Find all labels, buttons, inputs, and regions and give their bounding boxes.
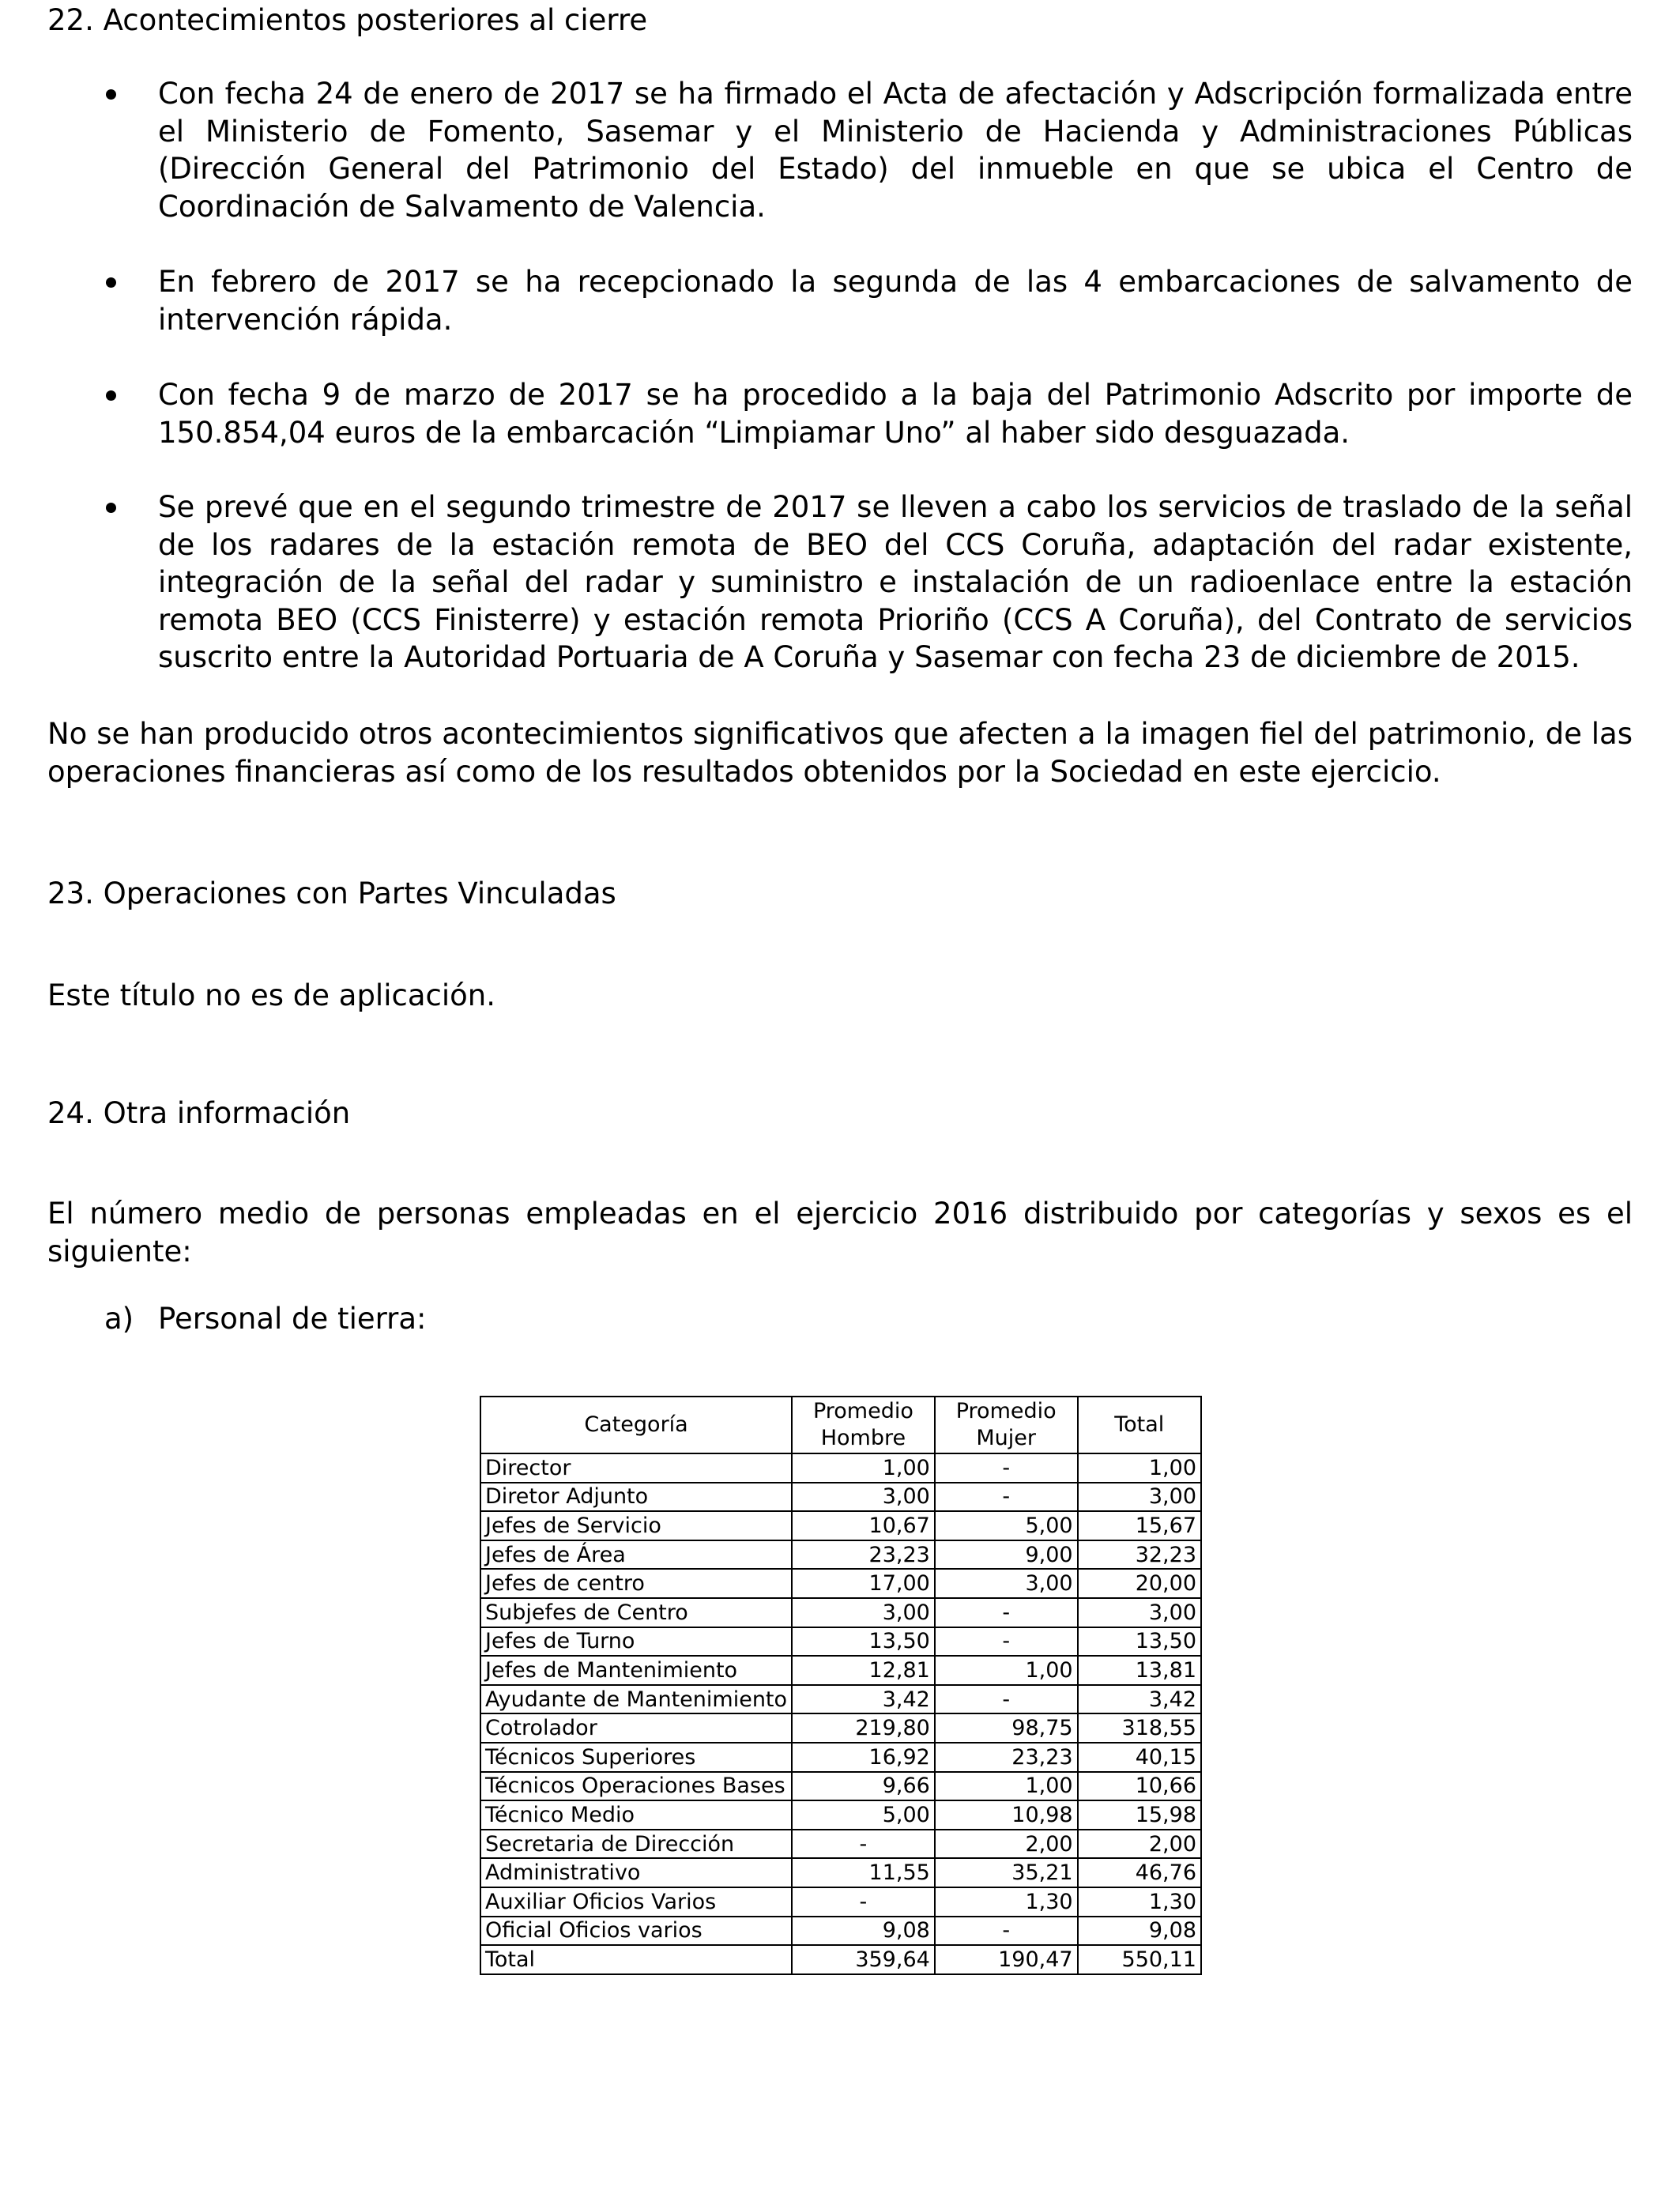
cell-women: -: [935, 1598, 1078, 1627]
cell-category: Jefes de Servicio: [480, 1511, 792, 1540]
cell-women: 1,00: [935, 1772, 1078, 1801]
table-total-row: [480, 1945, 1201, 1974]
cell-total: 1,30: [1078, 1887, 1201, 1917]
cell-total: 15,67: [1078, 1511, 1201, 1540]
table-row: [480, 1511, 1201, 1540]
table-body: [480, 1453, 1201, 1974]
cell-men: 23,23: [792, 1540, 935, 1570]
section-22-closing-paragraph: No se han producido otros acontecimientos significativos que afecten a la imagen fiel del patrimonio, de las operaciones financieras así como de los resultados obtenidos por la Sociedad en este ejercicio.: [47, 717, 1633, 789]
header-women-line1: Promedio: [955, 1399, 1057, 1423]
section-24-body: El número medio de personas empleadas en el ejercicio 2016 distribuido por categorías y sexos es el siguiente:: [47, 1197, 1633, 1269]
cell-women: -: [935, 1627, 1078, 1657]
cell-category: Oficial Oficios varios: [480, 1917, 792, 1946]
bullet-item: [158, 488, 1633, 677]
cell-women: 1,00: [935, 1656, 1078, 1685]
cell-men: -: [792, 1887, 935, 1917]
cell-men: -: [792, 1830, 935, 1859]
cell-total: 3,00: [1078, 1598, 1201, 1627]
cell-men: 10,67: [792, 1511, 935, 1540]
cell-men: 16,92: [792, 1743, 935, 1772]
cell-total: 2,00: [1078, 1830, 1201, 1859]
cell-total: 3,00: [1078, 1483, 1201, 1512]
cell-men: 17,00: [792, 1569, 935, 1598]
cell-women: -: [935, 1917, 1078, 1946]
table-row: [480, 1713, 1201, 1743]
cell-category: Técnicos Operaciones Bases: [480, 1772, 792, 1801]
header-men-line2: Hombre: [820, 1426, 906, 1450]
cell-category: Administrativo: [480, 1858, 792, 1887]
cell-women: -: [935, 1685, 1078, 1714]
cell-category: Subjefes de Centro: [480, 1598, 792, 1627]
table-row: [480, 1453, 1201, 1483]
section-23-title: 23. Operaciones con Partes Vinculadas: [47, 876, 616, 910]
cell-total: 13,50: [1078, 1627, 1201, 1657]
cell-category: Técnico Medio: [480, 1800, 792, 1830]
bullet-dot-icon: [106, 390, 116, 401]
bullet-text: Con fecha 24 de enero de 2017 se ha firmado el Acta de afectación y Adscripción formalizada entre el Ministerio de Fomento, Sasemar y el Ministerio de Hacienda y Administraciones Públicas (Dirección General del Patrimonio del Estado) del inmueble en que se ubica el Centro de Coordinación de Salvamento de Valencia.: [158, 77, 1633, 224]
cell-category: Cotrolador: [480, 1713, 792, 1743]
cell-category: Jefes de Mantenimiento: [480, 1656, 792, 1685]
cell-men: 3,00: [792, 1483, 935, 1512]
cell-category: Jefes de Área: [480, 1540, 792, 1570]
cell-total: 1,00: [1078, 1453, 1201, 1483]
subsection-marker: a): [104, 1302, 134, 1336]
section-23-body: Este título no es de aplicación.: [47, 978, 495, 1012]
cell-total: 46,76: [1078, 1858, 1201, 1887]
bullet-dot-icon: [106, 503, 116, 513]
table-row: [480, 1917, 1201, 1946]
cell-men: 5,00: [792, 1800, 935, 1830]
header-category: Categoría: [480, 1397, 792, 1453]
cell-women: -: [935, 1483, 1078, 1512]
cell-total: 40,15: [1078, 1743, 1201, 1772]
table-header-row: [480, 1397, 1201, 1453]
cell-women: 9,00: [935, 1540, 1078, 1570]
header-total: Total: [1078, 1397, 1201, 1453]
table-row: [480, 1483, 1201, 1512]
cell-category: Secretaria de Dirección: [480, 1830, 792, 1859]
header-men: [792, 1397, 935, 1453]
cell-category: Jefes de Turno: [480, 1627, 792, 1657]
table-row: [480, 1743, 1201, 1772]
cell-women: 3,00: [935, 1569, 1078, 1598]
cell-total: 550,11: [1078, 1945, 1201, 1974]
cell-men: 12,81: [792, 1656, 935, 1685]
bullet-dot-icon: [106, 277, 116, 288]
cell-women: 190,47: [935, 1945, 1078, 1974]
bullet-dot-icon: [106, 89, 116, 100]
table-row: [480, 1540, 1201, 1570]
subsection-title: Personal de tierra:: [158, 1302, 427, 1336]
cell-total: 3,42: [1078, 1685, 1201, 1714]
cell-total: 9,08: [1078, 1917, 1201, 1946]
cell-category: Total: [480, 1945, 792, 1974]
table-row: [480, 1569, 1201, 1598]
cell-category: Diretor Adjunto: [480, 1483, 792, 1512]
header-women: [935, 1397, 1078, 1453]
section-24-title: 24. Otra información: [47, 1096, 351, 1130]
cell-total: 32,23: [1078, 1540, 1201, 1570]
cell-women: 10,98: [935, 1800, 1078, 1830]
table-row: [480, 1858, 1201, 1887]
cell-men: 1,00: [792, 1453, 935, 1483]
cell-women: 1,30: [935, 1887, 1078, 1917]
bullet-text: Con fecha 9 de marzo de 2017 se ha procedido a la baja del Patrimonio Adscrito por importe de 150.854,04 euros de la embarcación “Limpiamar Uno” al haber sido desguazada.: [158, 378, 1633, 450]
cell-women: 35,21: [935, 1858, 1078, 1887]
header-men-line1: Promedio: [812, 1399, 913, 1423]
table-row: [480, 1830, 1201, 1859]
cell-category: Técnicos Superiores: [480, 1743, 792, 1772]
cell-women: 5,00: [935, 1511, 1078, 1540]
cell-men: 3,00: [792, 1598, 935, 1627]
header-women-line2: Mujer: [976, 1426, 1036, 1450]
cell-total: 20,00: [1078, 1569, 1201, 1598]
cell-men: 9,66: [792, 1772, 935, 1801]
bullet-text: Se prevé que en el segundo trimestre de 2017 se lleven a cabo los servicios de traslado de la señal de los radares de la estación remota de BEO del CCS Coruña, adaptación del radar existente, integración de la señal del radar y suministro e instalación de un radioenlace entre la estación remota BEO (CCS Finisterre) y estación remota Prioriño (CCS A Coruña), del Contrato de servicios suscrito entre la Autoridad Portuaria de A Coruña y Sasemar con fecha 23 de diciembre de 2015.: [158, 490, 1633, 674]
cell-men: 359,64: [792, 1945, 935, 1974]
cell-total: 13,81: [1078, 1656, 1201, 1685]
table-row: [480, 1772, 1201, 1801]
table-row: [480, 1656, 1201, 1685]
cell-men: 3,42: [792, 1685, 935, 1714]
cell-men: 219,80: [792, 1713, 935, 1743]
subsection-a-label: [104, 1300, 427, 1338]
cell-category: Ayudante de Mantenimiento: [480, 1685, 792, 1714]
cell-women: 2,00: [935, 1830, 1078, 1859]
cell-men: 13,50: [792, 1627, 935, 1657]
cell-men: 11,55: [792, 1858, 935, 1887]
cell-women: 98,75: [935, 1713, 1078, 1743]
bullet-item: [158, 376, 1633, 451]
cell-total: 15,98: [1078, 1800, 1201, 1830]
bullet-item: [158, 263, 1633, 338]
cell-men: 9,08: [792, 1917, 935, 1946]
table-row: [480, 1627, 1201, 1657]
staff-table: [480, 1396, 1202, 1975]
cell-total: 10,66: [1078, 1772, 1201, 1801]
cell-category: Auxiliar Oficios Varios: [480, 1887, 792, 1917]
cell-total: 318,55: [1078, 1713, 1201, 1743]
bullet-item: [158, 75, 1633, 225]
section-22-title: 22. Acontecimientos posteriores al cierre: [47, 3, 648, 37]
cell-women: -: [935, 1453, 1078, 1483]
cell-women: 23,23: [935, 1743, 1078, 1772]
cell-category: Jefes de centro: [480, 1569, 792, 1598]
table-row: [480, 1800, 1201, 1830]
cell-category: Director: [480, 1453, 792, 1483]
table-row: [480, 1685, 1201, 1714]
bullet-text: En febrero de 2017 se ha recepcionado la segunda de las 4 embarcaciones de salvamento de intervención rápida.: [158, 265, 1633, 337]
table-row: [480, 1887, 1201, 1917]
table-row: [480, 1598, 1201, 1627]
